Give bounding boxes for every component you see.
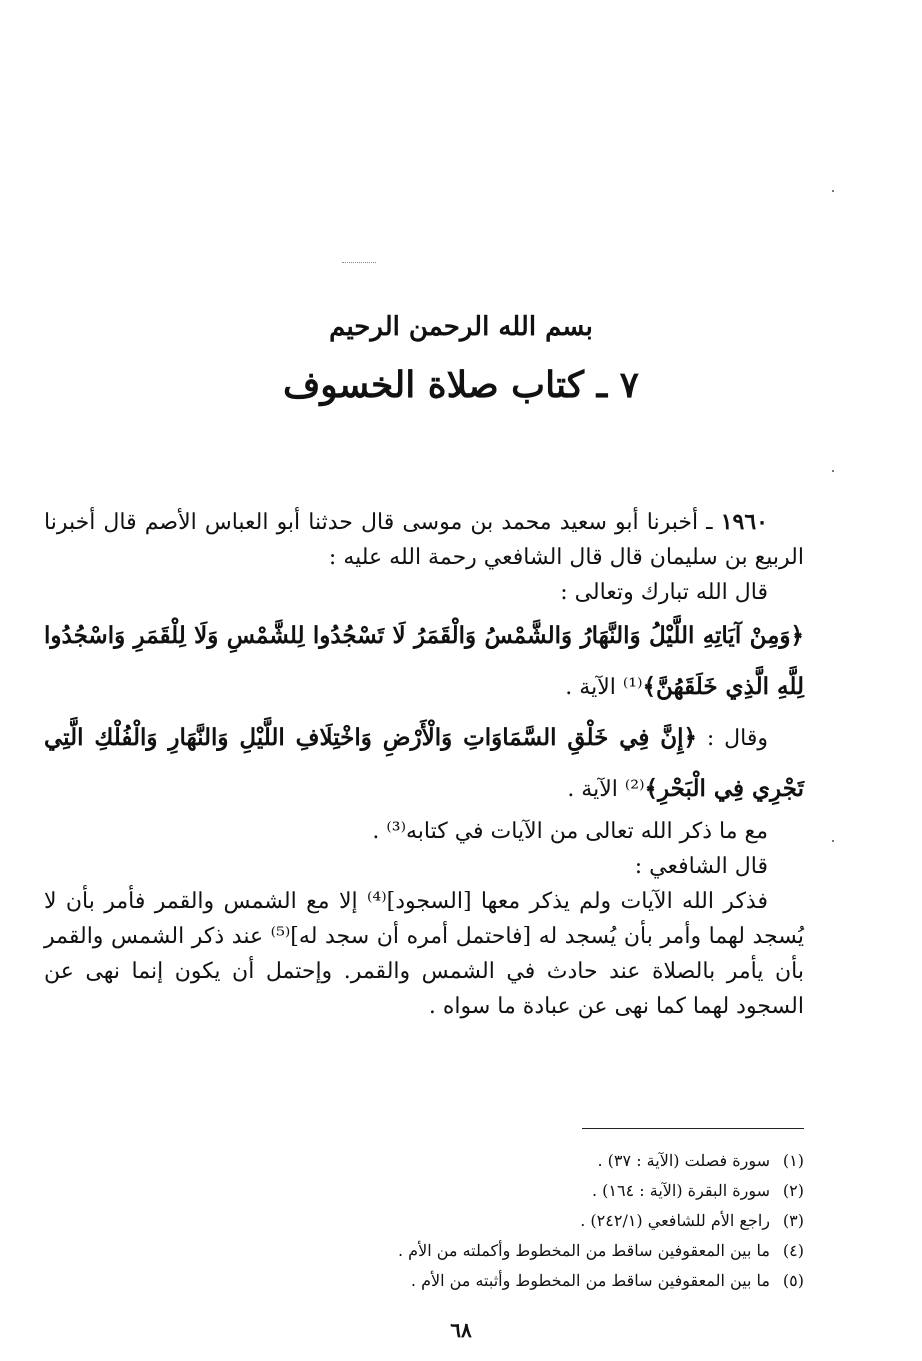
hadith-number: ١٩٦٠: [720, 509, 768, 535]
footnote-item: [300, 1266, 804, 1296]
footnote-item: [300, 1176, 804, 1206]
verse-baqara: [44, 712, 804, 814]
margin-dot: [832, 470, 834, 472]
paragraph-1960-text: ـ أخبرنا أبو سعيد محمد بن موسى قال حدثنا أبو العباس الأصم قال أخبرنا الربيع بن سليمان قال قال الشافعي رحمة الله عليه :: [44, 510, 804, 570]
footnote-text: ما بين المعقوفين ساقط من المخطوط وأثبته من الأم .: [410, 1271, 770, 1290]
verse-baqara-text: ﴿إِنَّ فِي خَلْقِ السَّمَاوَاتِ وَالْأَرْضِ وَاخْتِلَافِ اللَّيْلِ وَالنَّهَارِ وَالْفُلْكِ الَّتِي تَجْرِي فِي الْبَحْرِ﴾: [44, 724, 804, 802]
footnote-item: [300, 1146, 804, 1176]
footnote-text: سورة البقرة (الآية : ١٦٤) .: [591, 1181, 770, 1200]
verse-fussilat-tail: ⁽¹⁾ الآية .: [565, 675, 643, 700]
chapter-title: ٧ ـ كتاب صلاة الخسوف: [282, 364, 640, 406]
footnote-number: (٤): [782, 1241, 804, 1260]
footnote-text: راجع الأم للشافعي (٢٤٢/١) .: [580, 1211, 770, 1230]
verse-baqara-tail: ⁽²⁾ الآية .: [567, 777, 645, 802]
page-number: ٦٨: [450, 1318, 472, 1342]
margin-dot: [832, 840, 834, 842]
footnote-text: سورة فصلت (الآية : ٣٧) .: [597, 1151, 770, 1170]
verse-baqara-lead: وقال :: [697, 726, 768, 751]
footnote-number: (٥): [782, 1271, 804, 1290]
footnote-number: (١): [782, 1151, 804, 1170]
footnote-number: (٢): [782, 1181, 804, 1200]
footnote-item: [300, 1206, 804, 1236]
footnote-divider: [582, 1128, 804, 1129]
paragraph-with-what-mentioned: مع ما ذكر الله تعالى من الآيات في كتابه⁽³⁾ .: [372, 819, 768, 844]
footnote-number: (٣): [782, 1211, 804, 1230]
paragraph-shafii-said: قال الشافعي :: [634, 854, 768, 879]
main-text: [44, 505, 804, 1024]
paragraph-explanation: فذكر الله الآيات ولم يذكر معها [السجود]⁽⁴⁾ إلا مع الشمس والقمر فأمر بأن لا يُسجد لهما وأمر بأن يُسجد له [فاحتمل أمره أن سجد له]⁽⁵⁾ عند ذكر الشمس والقمر بأن يأمر بالصلاة عند حادث في الشمس والقمر. وإحتمل أن يكون إنما نهى عن السجود لهما كما نهى عن عبادة ما سواه .: [44, 889, 804, 1019]
footnotes: [300, 1146, 804, 1296]
footnote-text: ما بين المعقوفين ساقط من المخطوط وأكملته من الأم .: [398, 1241, 770, 1260]
paragraph-allah-said: قال الله تبارك وتعالى :: [560, 580, 768, 605]
margin-dot: [832, 190, 834, 192]
verse-fussilat: [44, 610, 804, 712]
verse-fussilat-text: ﴿وَمِنْ آيَاتِهِ اللَّيْلُ وَالنَّهَارُ وَالشَّمْسُ وَالْقَمَرُ لَا تَسْجُدُوا لِلشَّمْسِ وَلَا لِلْقَمَرِ وَاسْجُدُوا لِلَّهِ الَّذِي خَلَقَهُنَّ﴾: [44, 622, 804, 700]
scan-speck: [342, 262, 376, 263]
footnote-item: [300, 1236, 804, 1266]
paragraph-1960: [44, 505, 804, 575]
basmala-heading: بسم الله الرحمن الرحيم: [329, 312, 593, 342]
